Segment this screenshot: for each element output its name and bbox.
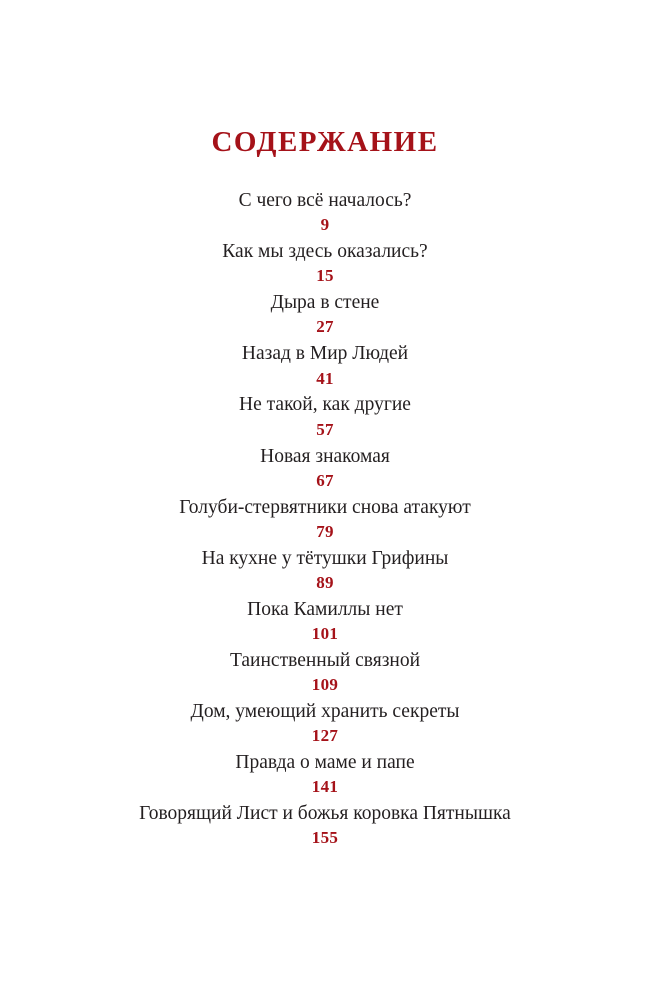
toc-entry-page: 9 bbox=[320, 215, 330, 235]
toc-entry-page: 101 bbox=[311, 624, 339, 644]
toc-entry-title: Новая знакомая bbox=[260, 445, 390, 467]
list-item bbox=[0, 291, 650, 342]
toc-entry-page: 57 bbox=[316, 419, 334, 439]
list-item bbox=[0, 393, 650, 444]
toc-entry-page: 79 bbox=[316, 521, 334, 541]
list-item bbox=[0, 496, 650, 547]
toc-entry-page: 41 bbox=[316, 368, 334, 388]
toc-entry-title: С чего всё началось? bbox=[238, 190, 412, 211]
list-item bbox=[0, 700, 650, 751]
table-of-contents-list bbox=[0, 189, 650, 853]
list-item bbox=[0, 342, 650, 393]
toc-entry-title: Дыра в стене bbox=[270, 292, 380, 314]
toc-entry-title: Дом, умеющий хранить секреты bbox=[190, 701, 460, 723]
page-title: СОДЕРЖАНИЕ bbox=[211, 126, 439, 158]
list-item bbox=[0, 547, 650, 598]
list-item bbox=[0, 649, 650, 700]
list-item bbox=[0, 240, 650, 291]
toc-entry-title: Таинственный связной bbox=[229, 649, 421, 671]
toc-entry-page: 67 bbox=[316, 470, 334, 490]
toc-entry-title: Говорящий Лист и божья коровка Пятнышка bbox=[139, 803, 511, 825]
toc-entry-title: Не такой, как другие bbox=[239, 394, 411, 416]
toc-entry-page: 109 bbox=[311, 675, 339, 695]
toc-entry-title: Пока Камиллы нет bbox=[247, 598, 403, 620]
toc-entry-title: Правда о маме и папе bbox=[235, 752, 415, 774]
toc-entry-page: 27 bbox=[316, 317, 334, 337]
list-item bbox=[0, 598, 650, 649]
list-item bbox=[0, 802, 650, 853]
list-item bbox=[0, 189, 650, 240]
toc-entry-page: 127 bbox=[311, 726, 339, 746]
toc-entry-title: Как мы здесь оказались? bbox=[222, 241, 428, 263]
toc-entry-page: 15 bbox=[316, 266, 334, 286]
toc-entry-page: 89 bbox=[316, 572, 334, 592]
toc-entry-page: 155 bbox=[311, 828, 339, 848]
list-item bbox=[0, 751, 650, 802]
toc-entry-title: Назад в Мир Людей bbox=[241, 343, 409, 365]
list-item bbox=[0, 445, 650, 496]
toc-entry-page: 141 bbox=[311, 777, 339, 797]
toc-entry-title: Голуби-стервятники снова атакуют bbox=[179, 496, 471, 518]
toc-entry-title: На кухне у тётушки Грифины bbox=[201, 547, 449, 569]
